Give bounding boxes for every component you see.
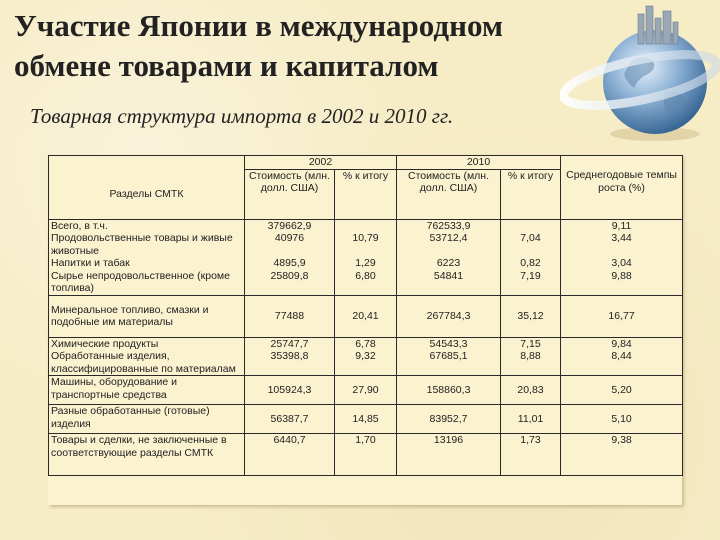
cell-growth: 9,38: [561, 434, 683, 476]
cell-name: Товары и сделки, не заключенные в соответствующие разделы СМТК: [49, 434, 245, 476]
cell-share-2010: 7,15 8,88: [501, 337, 561, 376]
cell-name: Минеральное топливо, смазки и подобные им материалы: [49, 295, 245, 337]
cell-share-2010: 35,12: [501, 295, 561, 337]
cell-growth: 5,20: [561, 376, 683, 405]
cell-share-2002: 14,85: [335, 405, 397, 434]
cell-share-2002: 6,78 9,32: [335, 337, 397, 376]
header-value-2010: Стоимость (млн. долл. США): [397, 169, 501, 219]
globe-illustration: [560, 2, 720, 152]
cell-value-2010: 762533,9 53712,4 6223 54841: [397, 219, 501, 295]
cell-value-2010: 83952,7: [397, 405, 501, 434]
cell-growth: 5,10: [561, 405, 683, 434]
cell-name: Машины, оборудование и транспортные средства: [49, 376, 245, 405]
cell-value-2010: 13196: [397, 434, 501, 476]
header-value-2002: Стоимость (млн. долл. США): [245, 169, 335, 219]
import-structure-table: [48, 155, 682, 505]
cell-value-2002: 77488: [245, 295, 335, 337]
cell-share-2002: 10,79 1,29 6,80: [335, 219, 397, 295]
cell-name: Разные обработанные (готовые) изделия: [49, 405, 245, 434]
cell-name: Всего, в т.ч. Продовольственные товары и живые животные Напитки и табак Сырье непродовольственное (кроме топлива): [49, 219, 245, 295]
cell-name: Химические продукты Обработанные изделия, классифицированные по материалам: [49, 337, 245, 376]
cell-growth: 9,84 8,44: [561, 337, 683, 376]
cell-value-2002: 105924,3: [245, 376, 335, 405]
cell-growth: 16,77: [561, 295, 683, 337]
cell-value-2010: 54543,3 67685,1: [397, 337, 501, 376]
cell-share-2010: 11,01: [501, 405, 561, 434]
cell-share-2002: 1,70: [335, 434, 397, 476]
header-share-2010: % к итогу: [501, 169, 561, 219]
cell-growth: 9,11 3,44 3,04 9,88: [561, 219, 683, 295]
header-year-2010: 2010: [397, 156, 561, 170]
cell-value-2002: 6440,7: [245, 434, 335, 476]
cell-share-2010: 7,04 0,82 7,19: [501, 219, 561, 295]
cell-share-2010: 20,83: [501, 376, 561, 405]
slide-subtitle: Товарная структура импорта в 2002 и 2010 гг.: [30, 104, 454, 128]
header-share-2002: % к итогу: [335, 169, 397, 219]
cell-share-2002: 27,90: [335, 376, 397, 405]
title-line-2: обмене товарами и капиталом: [14, 48, 439, 83]
header-year-2002: 2002: [245, 156, 397, 170]
cell-value-2002: 56387,7: [245, 405, 335, 434]
slide-title: [14, 6, 594, 86]
header-sections: Разделы СМТК: [49, 169, 245, 219]
cell-value-2010: 158860,3: [397, 376, 501, 405]
cell-share-2010: 1,73: [501, 434, 561, 476]
cell-value-2002: 25747,7 35398,8: [245, 337, 335, 376]
cell-value-2010: 267784,3: [397, 295, 501, 337]
header-growth: Среднегодовые темпы роста (%): [561, 169, 683, 219]
cell-value-2002: 379662,9 40976 4895,9 25809,8: [245, 219, 335, 295]
cell-share-2002: 20,41: [335, 295, 397, 337]
title-line-1: Участие Японии в международном: [14, 8, 503, 43]
